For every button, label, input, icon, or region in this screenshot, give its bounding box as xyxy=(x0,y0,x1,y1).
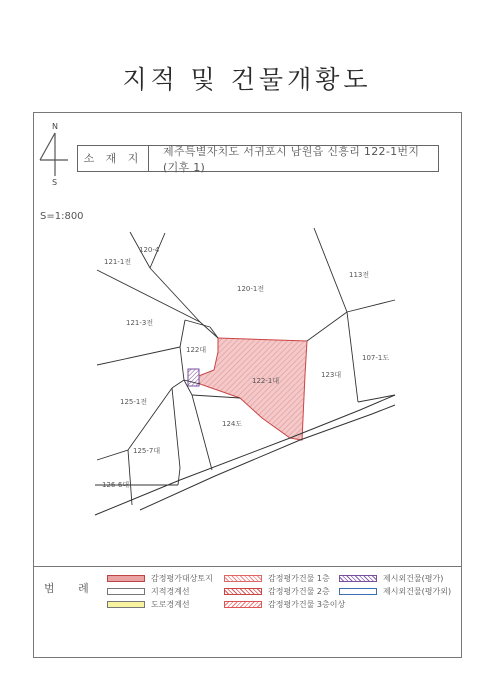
legend-item xyxy=(224,599,345,610)
legend-label: 감정평가건물 1층 xyxy=(268,574,330,583)
parcel-label: 123대 xyxy=(321,371,342,379)
legend-swatch xyxy=(224,588,262,595)
parcel-label: 125-1전 xyxy=(120,398,148,406)
legend-swatch xyxy=(224,601,262,608)
legend-swatch xyxy=(107,575,145,582)
legend-divider xyxy=(33,566,462,567)
parcel-label: 121-3전 xyxy=(126,319,154,327)
legend-item xyxy=(339,573,443,584)
legend-item xyxy=(224,586,330,597)
compass-icon xyxy=(40,133,68,176)
legend-swatch xyxy=(107,588,145,595)
legend-swatch xyxy=(224,575,262,582)
legend-swatch xyxy=(339,588,377,595)
parcel-label: 125-7대 xyxy=(133,447,161,455)
parcel-label: 126-6대 xyxy=(102,481,130,489)
legend-label: 제시외건물(평가) xyxy=(383,574,444,583)
subject-land-area xyxy=(196,338,307,440)
legend-item xyxy=(224,573,330,584)
legend-title: 범 례 xyxy=(44,582,99,595)
parcel-label: 120-1전 xyxy=(237,285,265,293)
legend-swatch xyxy=(107,601,145,608)
parcel-label: 121-1전 xyxy=(104,258,132,266)
location-label: 소 재 지 xyxy=(78,146,149,171)
compass-north-label: N xyxy=(52,122,58,131)
legend-label: 제시외건물(평가외) xyxy=(383,587,452,596)
legend-item xyxy=(107,586,190,597)
parcel-label: 122대 xyxy=(186,346,207,354)
compass-south-label: S xyxy=(52,178,58,187)
scale-label: S=1:800 xyxy=(40,211,84,222)
parcel-label: 124도 xyxy=(222,420,243,428)
location-value: 제주특별자치도 서귀포시 남원읍 신흥리 122-1번지 (기후 1) xyxy=(163,144,420,174)
legend-item xyxy=(339,586,451,597)
legend-label: 도로경계선 xyxy=(151,600,190,609)
legend-swatch xyxy=(339,575,377,582)
legend-label: 감정평가건물 2층 xyxy=(268,587,330,596)
legend-item xyxy=(107,599,190,610)
parcel-label: 122-1대 xyxy=(252,377,280,385)
legend-label: 감정평가대상토지 xyxy=(151,574,213,583)
parcel-label: 120-4 xyxy=(139,246,160,254)
parcel-label: 113전 xyxy=(349,271,370,279)
legend-label: 지적경계선 xyxy=(151,587,190,596)
parcel-label: 107-1도 xyxy=(362,354,390,362)
page-title: 지적 및 건물개황도 xyxy=(122,65,372,94)
legend-label: 감정평가건물 3층이상 xyxy=(268,600,346,609)
legend-item xyxy=(107,573,213,584)
